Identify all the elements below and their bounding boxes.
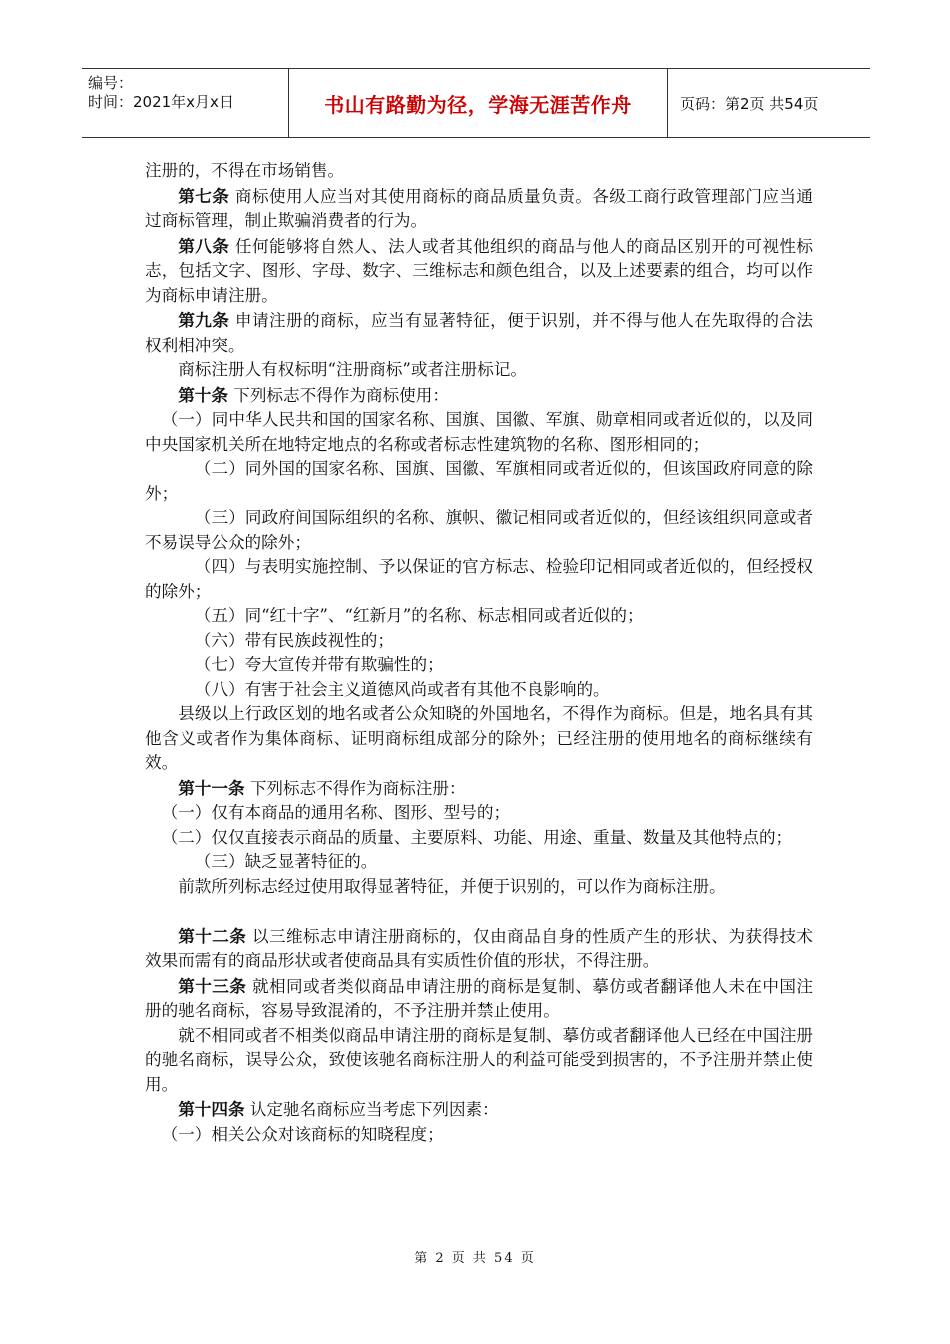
document-date-label: 时间：2021年x月x日 — [88, 93, 234, 111]
list-item: （六）带有民族歧视性的； — [194, 630, 394, 650]
list-item: （七）夸大宣传并带有欺骗性的； — [194, 655, 444, 674]
article-text: 申请注册的商标，应当有显著特征，便于识别，并不得与他人在先取得的合法权利相冲突。 — [145, 311, 813, 355]
article-text: 下列标志不得作为商标注册： — [244, 778, 466, 798]
document-header — [82, 68, 870, 138]
page-footer: 第 2 页 共 54 页 — [414, 1251, 536, 1266]
article-13 — [145, 974, 813, 1024]
article-heading: 第七条 — [178, 185, 230, 206]
header-motto: 书山有路勤为径，学海无涯苦作舟 — [289, 69, 668, 138]
article-heading: 第十条 — [178, 384, 228, 405]
article-text: 任何能够将自然人、法人或者其他组织的商品与他人的商品区别开的可视性标志，包括文字、图形、字母、数字、三维标志和颜色组合，以及上述要素的组合，均可以作为商标申请注册。 — [145, 236, 813, 305]
document-body — [145, 159, 813, 1147]
article-text: 商标使用人应当对其使用商标的商品质量负责。各级工商行政管理部门应当通过商标管理，制止欺骗消费者的行为。 — [145, 186, 813, 230]
article-12 — [145, 924, 813, 974]
list-item: （五）同“红十字”、“红新月”的名称、标志相同或者近似的； — [194, 606, 644, 625]
list-item: （三）同政府间国际组织的名称、旗帜、徽记相同或者近似的，但经该组织同意或者不易误导公众的除外； — [145, 508, 813, 552]
paragraph: 前款所列标志经过使用取得显著特征，并便于识别的，可以作为商标注册。 — [178, 876, 726, 896]
list-item: （一）同中华人民共和国的国家名称、国旗、国徽、军旗、勋章相同或者近似的，以及同中央国家机关所在地特定地点的名称或者标志性建筑物的名称、图形相同的； — [145, 410, 813, 454]
list-item: （二）同外国的国家名称、国旗、国徽、军旗相同或者近似的，但该国政府同意的除外； — [145, 459, 813, 503]
article-8 — [145, 234, 813, 309]
article-heading: 第十四条 — [178, 1099, 245, 1119]
article-10 — [145, 383, 813, 409]
article-11 — [145, 776, 813, 802]
header-page-label: 页码：第2页 共54页 — [668, 69, 871, 138]
article-heading: 第八条 — [178, 235, 230, 256]
article-heading: 第十一条 — [178, 777, 245, 798]
paragraph: 注册的，不得在市场销售。 — [145, 161, 345, 180]
article-9 — [145, 308, 813, 358]
article-text: 下列标志不得作为商标使用： — [227, 385, 449, 405]
header-meta — [82, 69, 289, 138]
spacer — [145, 899, 813, 924]
article-text: 就相同或者类似商品申请注册的商标是复制、摹仿或者翻译他人未在中国注册的驰名商标，容易导致混淆的，不予注册并禁止使用。 — [145, 976, 813, 1020]
article-text: 以三维标志申请注册商标的，仅由商品自身的性质产生的形状、为获得技术效果而需有的商品形状或者使商品具有实质性价值的形状，不得注册。 — [145, 926, 813, 970]
article-14 — [145, 1097, 813, 1123]
paragraph: 县级以上行政区划的地名或者公众知晓的外国地名，不得作为商标。但是，地名具有其他含义或者作为集体商标、证明商标组成部分的除外；已经注册的使用地名的商标继续有效。 — [145, 704, 813, 772]
list-item: （四）与表明实施控制、予以保证的官方标志、检验印记相同或者近似的，但经授权的除外； — [145, 557, 813, 601]
list-item: （一）仅有本商品的通用名称、图形、型号的； — [161, 803, 511, 822]
document-number-label: 编号： — [88, 74, 134, 92]
article-7 — [145, 184, 813, 234]
paragraph: 就不相同或者不相类似商品申请注册的商标是复制、摹仿或者翻译他人已经在中国注册的驰名商标，误导公众，致使该驰名商标注册人的利益可能受到损害的，不予注册并禁止使用。 — [145, 1025, 813, 1094]
list-item: （八）有害于社会主义道德风尚或者有其他不良影响的。 — [194, 679, 610, 699]
list-item: （二）仅仅直接表示商品的质量、主要原料、功能、用途、重量、数量及其他特点的； — [161, 827, 793, 847]
list-item: （三）缺乏显著特征的。 — [194, 852, 378, 871]
article-heading: 第十二条 — [178, 925, 247, 946]
article-heading: 第九条 — [178, 310, 230, 330]
paragraph: 商标注册人有权标明“注册商标”或者注册标记。 — [178, 360, 528, 379]
list-item: （一）相关公众对该商标的知晓程度； — [161, 1124, 444, 1144]
article-heading: 第十三条 — [178, 975, 247, 996]
article-text: 认定驰名商标应当考虑下列因素： — [244, 1100, 499, 1119]
